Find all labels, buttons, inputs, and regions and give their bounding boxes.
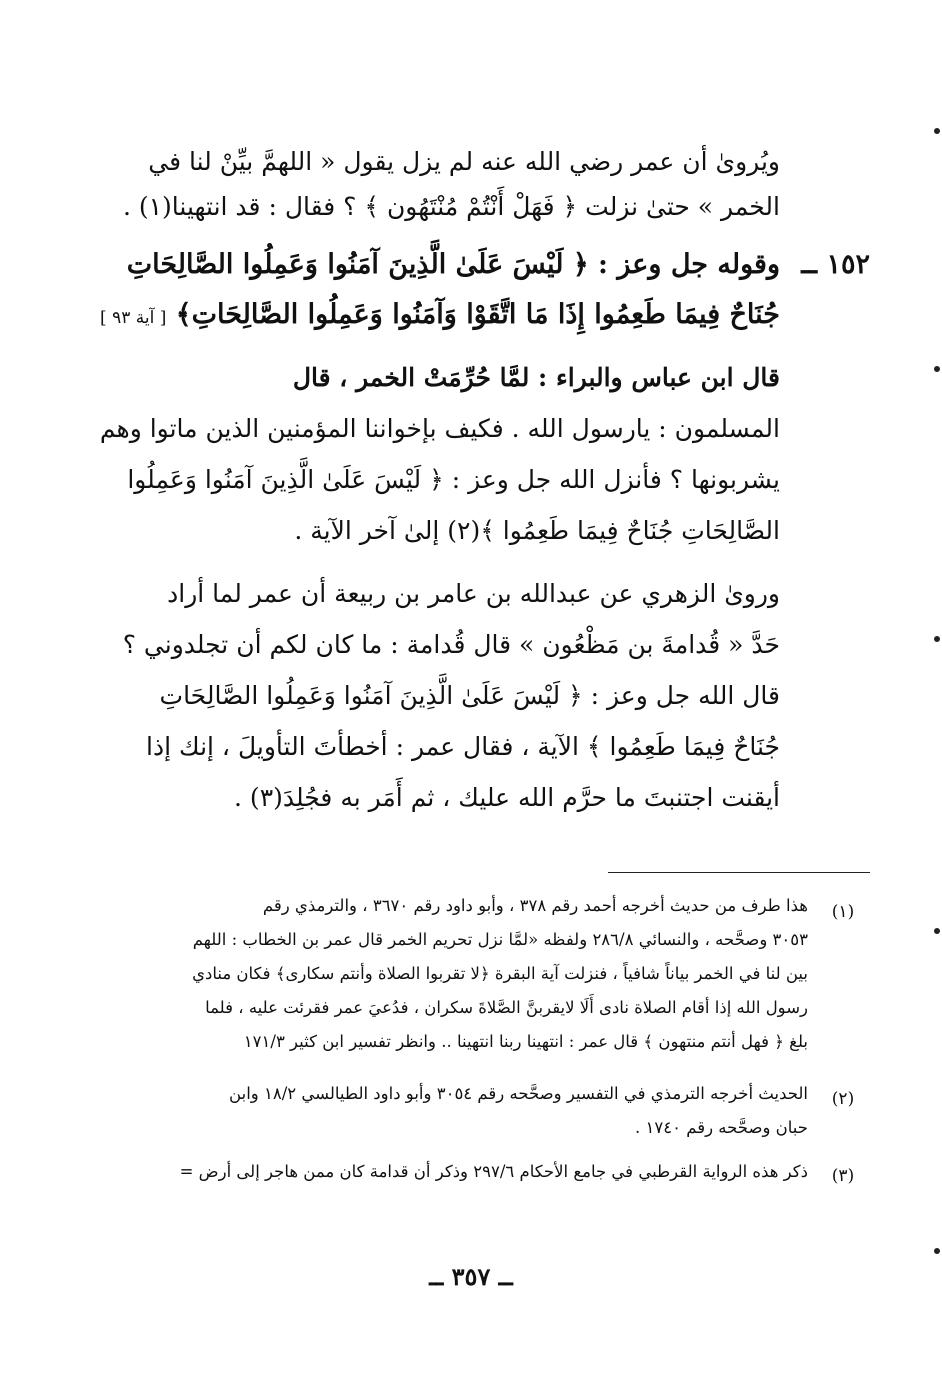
text-line: الصَّالِحَاتِ جُنَاحٌ فِيمَا طَعِمُوا ﴾(٢) إلىٰ آخر الآية . <box>294 516 780 545</box>
footnote-line: بين لنا في الخمر بياناً شافياً ، فنزلت آية البقرة ﴿لا تقربوا الصلاة وأنتم سكارى﴾ فكان منادي <box>192 964 808 983</box>
footnote-number: (٢) <box>831 1089 855 1109</box>
footnote-separator <box>608 872 870 873</box>
page-number: ــ ٣٥٧ ــ <box>429 1262 513 1291</box>
text-line: جُنَاحٌ فِيمَا طَعِمُوا ﴾ الآية ، فقال عمر : أخطأتَ التأويلَ ، إنك إذا <box>146 732 780 761</box>
text-line: يشربونها ؟ فأنزل الله جل وعز : ﴿ لَيْسَ عَلَىٰ الَّذِينَ آمَنُوا وَعَمِلُوا <box>127 465 780 494</box>
scan-mark <box>934 636 940 642</box>
footnote-line: حبان وصحَّحه رقم ١٧٤٠ . <box>635 1118 808 1137</box>
verse-text: جُنَاحٌ فِيمَا طَعِمُوا إِذَا مَا اتَّقَوْا وَآمَنُوا وَعَمِلُوا الصَّالِحَاتِ﴾ <box>175 299 780 330</box>
text-line <box>110 354 780 402</box>
text-line: المسلمون : يارسول الله . فكيف بإخواننا المؤمنين الذين ماتوا وهم <box>99 414 780 443</box>
footnote-line: ذكر هذه الرواية القرطبي في جامع الأحكام ٢٩٧/٦ وذكر أن قدامة كان ممن هاجر إلى أرض = <box>179 1162 808 1181</box>
footnote-line: رسول الله إذا أقام الصلاة نادى أَلَا لايقربنَّ الصَّلاةَ سكران ، فدُعيَ عمر فقرئت عليه ، فلما <box>205 998 808 1017</box>
footnote-number: (٣) <box>831 1166 855 1186</box>
text-line: وروىٰ الزهري عن عبدالله بن عامر بن ربيعة أن عمر لما أراد <box>167 579 780 608</box>
text-line-content: قال ابن عباس والبراء : لمَّا حُرِّمَتْ الخمر ، قال <box>292 363 780 392</box>
scan-mark <box>934 928 940 934</box>
scan-mark <box>934 1248 940 1254</box>
footnote-line: بلغ ﴿ فهل أنتم منتهون ﴾ قال عمر : انتهينا ربنا انتهينا .. وانظر تفسير ابن كثير ١٧١/٣ <box>243 1032 808 1051</box>
section-heading-line2 <box>100 291 780 342</box>
text-line: قال الله جل وعز : ﴿ لَيْسَ عَلَىٰ الَّذِينَ آمَنُوا وَعَمِلُوا الصَّالِحَاتِ <box>159 681 780 710</box>
section-heading: وقوله جل وعز : ﴿ لَيْسَ عَلَىٰ الَّذِينَ آمَنُوا وَعَمِلُوا الصَّالِحَاتِ <box>126 249 780 280</box>
text-line: ويُروىٰ أن عمر رضي الله عنه لم يزل يقول « اللهمَّ بيِّنْ لنا في <box>148 147 780 176</box>
section-number: ١٥٢ ــ <box>801 249 870 280</box>
text-line: أيقنت اجتنبتَ ما حرَّم الله عليك ، ثم أَمَر به فجُلِدَ(٣) . <box>234 783 780 812</box>
text-line: حَدَّ « قُدامةَ بن مَظْعُون » قال قُدامة : ما كان لكم أن تجلدوني ؟ <box>122 630 780 659</box>
ayah-reference: [ آية ٩٣ ] <box>100 308 167 328</box>
footnote-number: (١) <box>831 902 855 922</box>
footnote-line: الحديث أخرجه الترمذي في التفسير وصحَّحه رقم ٣٠٥٤ وأبو داود الطيالسي ١٨/٢ وابن <box>229 1084 808 1103</box>
footnote-line: هذا طرف من حديث أخرجه أحمد رقم ٣٧٨ ، وأبو داود رقم ٣٦٧٠ ، والترمذي رقم <box>262 896 808 915</box>
footnote-line: ٣٠٥٣ وصحَّحه ، والنسائي ٢٨٦/٨ ولفظه «لمَّا نزل تحريم الخمر قال عمر بن الخطاب : اللهم <box>192 930 808 949</box>
scan-mark <box>934 366 940 372</box>
scan-mark <box>934 128 940 134</box>
text-line: الخمر » حتىٰ نزلت ﴿ فَهَلْ أَنْتُمْ مُنْتَهُون ﴾ ؟ فقال : قد انتهينا(١) . <box>122 192 780 221</box>
